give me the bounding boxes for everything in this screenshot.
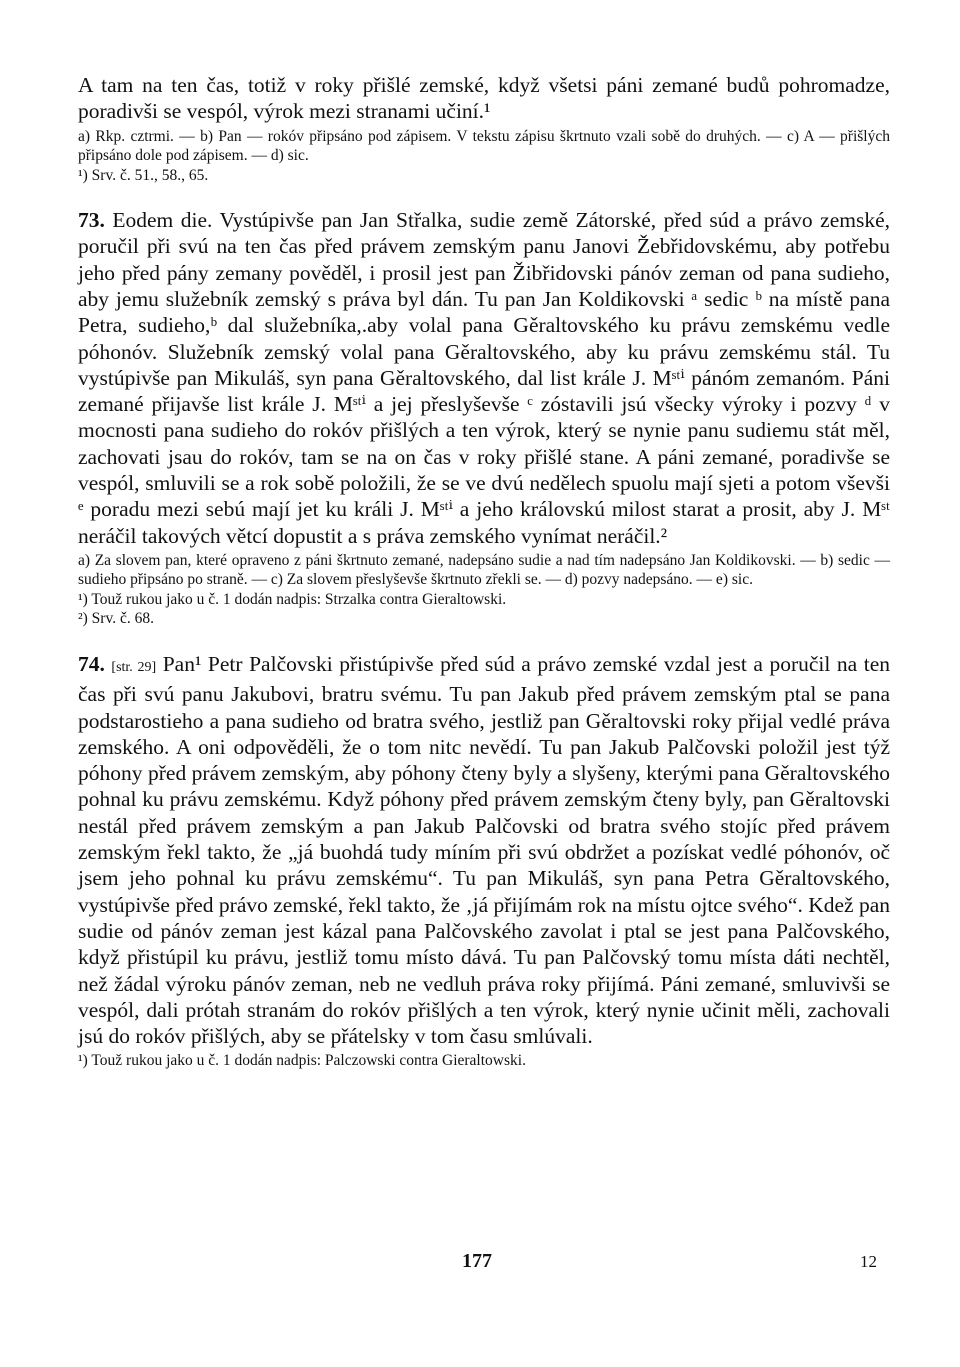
section-73-reference-2: ²) Srv. č. 68.: [78, 610, 154, 628]
section-73: [78, 207, 890, 629]
section-74-footnotes: [78, 1051, 890, 1071]
top-footnotes: [78, 127, 890, 186]
top-notes: a) Rkp. cztrmi. — b) Pan — rokóv připsáno pod zápisem. V tekstu zápisu škrtnuto vzali sobě do druhých. — c) A — přišlých připsáno dole pod zápisem. — d) sic.: [78, 127, 890, 165]
page-number: 177: [462, 1250, 492, 1272]
section-74-reference-1: ¹) Touž rukou jako u č. 1 dodán nadpis: Palczowski contra Gieraltowski.: [78, 1052, 526, 1070]
section-73-text: Eodem die. Vystúpivše pan Jan Střalka, sudie země Zátorské, před súd a právo zemské, poručil při svú na ten čas před právem zemským panu Janovi Žebřidovskému, aby potřebu jeho před pány zemany pověděl, i prosil jest pan Žibřidovski pánóv zeman od pana sudieho, aby jemu služebník zemský s práva byl dán. Tu pan Jan Koldikovski ᵃ sedic ᵇ na místě pana Petra, sudieho,ᵇ dal služebníka,.aby volal pana Gěraltovského ku právu zemskému vedle póhonóv. Služebník zemský volal pana Gěraltovského, aby ku právu zemskému stál. Tu vystúpivše pan Mikuláš, syn pana Gěraltovského, dal list krále J. Mˢᵗⁱ pánóm zemanóm. Páni zemané přijavše list krále J. Mˢᵗⁱ a jej přeslyševše ᶜ zóstavili jsú všecky výroky i pozvy ᵈ v mocnosti pana sudieho do rokóv přišlých a ten výrok, který se nynie panu sudiemu stát měl, zachovati jsau do rokóv, tam se na on čas v roky přišlé stane. A páni zemané, poradivše se vespól, smluvili se a rok sobě položili, že se ve dvú nedělech spuolu mají sjeti a potom vševši ᵉ poradu mezi sebú mají jet ku králi J. Mˢᵗⁱ a jeho královskú milost starat a prosit, aby J. Mˢᵗ neráčil takových větcí dopustit a s práva zemského vynímat neráčil.²: [78, 208, 891, 548]
top-paragraph: A tam na ten čas, totiž v roky přišlé zemské, když všetsi páni zemané budů pohromadze, poradivši se vespól, výrok mezi stranami učiní.¹: [78, 73, 890, 124]
document-page: [78, 72, 890, 1071]
page-marker: [str. 29]: [111, 659, 157, 675]
section-73-number: 73.: [78, 208, 105, 233]
folio-number: 12: [860, 1252, 877, 1271]
section-73-footnotes: [78, 551, 890, 629]
top-reference: ¹) Srv. č. 51., 58., 65.: [78, 166, 209, 184]
section-73-notes: a) Za slovem pan, které opraveno z páni škrtnuto zemané, nadepsáno sudie a nad tím nadepsáno Jan Koldikovski. — b) sedic — sudieho připsáno po straně. — c) Za slovem přeslyševše škrtnuto zřekli se. — d) pozvy nadepsáno. — e) sic.: [78, 551, 890, 589]
section-73-reference-1: ¹) Touž rukou jako u č. 1 dodán nadpis: Strzalka contra Gieraltowski.: [78, 590, 507, 608]
section-74: [78, 651, 890, 1071]
section-74-number: 74.: [78, 651, 105, 676]
section-74-text: Pan¹ Petr Palčovski přistúpivše před súd a právo zemské vzdal jest a poručil na ten čas při svú panu Jakubovi, bratru svému. Tu pan Jakub před právem zemským ptal se pana podstarostieho a pana sudieho od bratra svého, jestliž pan Gěraltovski roky přijal vedlé práva zemského. A oni odpověděli, že o tom nitc nevědí. Tu pan Jakub Palčovski položil jest týž póhony před právem zemským, aby póhony čteny byly a slyšeny, kterými pana Gěraltovského pohnal ku právu zemskému. Když póhony před právem zemským čteny byly, pan Gěraltovski nestál před právem zemským a pan Jakub Palčovski od bratra svého stojíc před právem zemským řekl takto, že „já buohdá tudy míním při svú obdržet a pozískat vedlé póhonóv, oč jsem jeho pohnal ku právu zemskému“. Tu pan Mikuláš, syn pana Petra Gěraltovského, vystúpivše před právo zemské, řekl takto, že ‚já přijímám rok na místu ojtce svého“. Kdež pan sudie od pánóv zeman jest kázal pana Palčovského zavolat i ptal se jest pana Palčovského, když přistúpil ku právu, jestliž tomu místo dává. Tu pan Palčovský tomu místa dáti nechtěl, než žádal výroku pánóv zeman, neb ne vedluh práva roky přijímá. Páni zemané, smluvivši se vespól, dali prótah stranám do rokóv přišlých a ten výrok, který nynie učinit měli, zachovali jsú do rokóv přišlých, aby se přátelsky v tom času smlúvali.: [78, 651, 890, 1049]
